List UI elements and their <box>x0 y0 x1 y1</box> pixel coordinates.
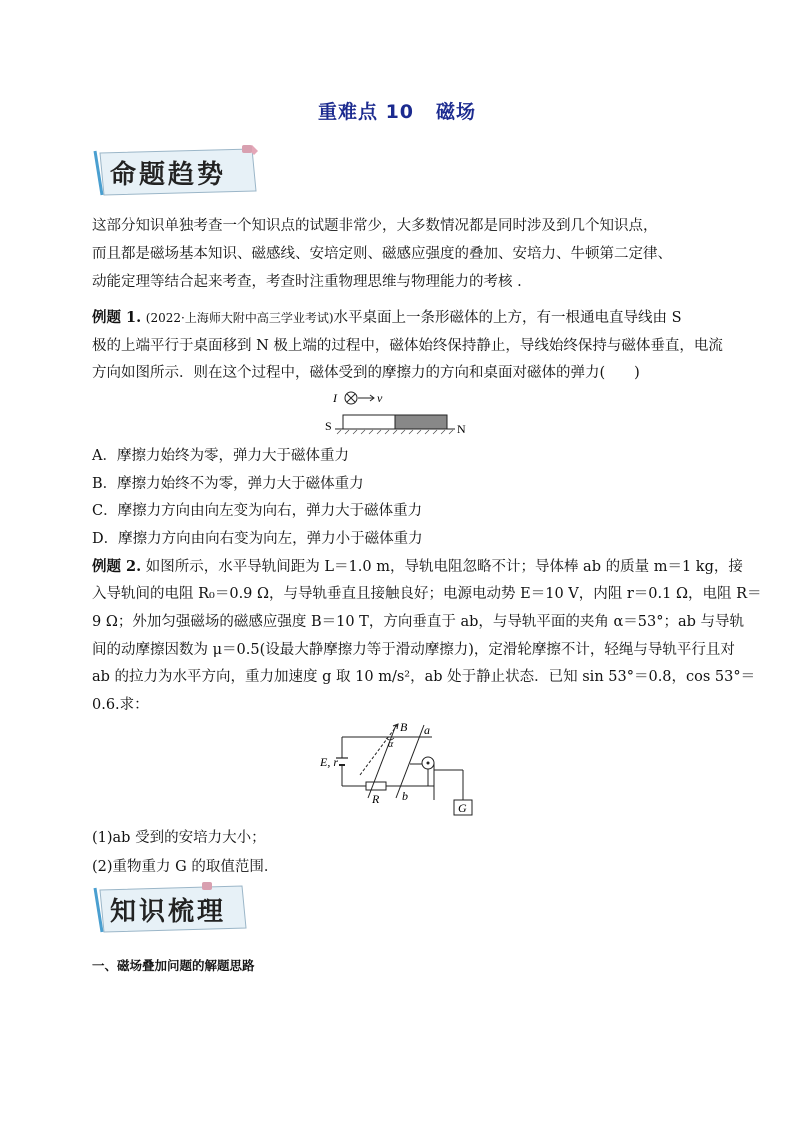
fig2-label-G: G <box>458 801 467 815</box>
conductor-ab <box>396 725 424 798</box>
fig2-label-b: b <box>402 789 408 803</box>
fig1-label-S: S <box>325 419 332 433</box>
example2-line-1 <box>92 555 743 576</box>
banner-knowledge-text: 知识梳理 <box>110 897 227 927</box>
title-part2: 磁场 <box>436 101 477 123</box>
fig1-label-I: I <box>333 391 337 405</box>
fig2-label-Er: E, r <box>320 755 338 769</box>
question-2: (2)重物重力 G 的取值范围． <box>92 859 279 875</box>
example2-line-3: 9 Ω；外加匀强磁场的磁感应强度 B＝10 T，方向垂直于 ab，与导轨平面的夹角 α＝53°；ab 与导轨 <box>92 614 745 630</box>
trend-line-2: 而且都是磁场基本知识、磁感线、安培定则、磁感应强度的叠加、安培力、牛顿第二定律、 <box>92 246 672 262</box>
option-c: C．摩擦力方向由向左变为向右，弹力大于磁体重力 <box>92 503 423 519</box>
example1-line-2: 极的上端平行于桌面移到 N 极上端的过程中，磁体始终保持静止，导线始终保持与磁体垂直，电流 <box>92 338 723 354</box>
fig2-label-R: R <box>372 792 380 806</box>
example2-line-2: 入导轨间的电阻 R₀＝0.9 Ω，与导轨垂直且接触良好；电源电动势 E＝10 V，内阻 r＝0.1 Ω，电阻 R＝ <box>92 586 762 602</box>
section-heading-1: 一、磁场叠加问题的解题思路 <box>92 958 255 973</box>
fig1-label-v: v <box>377 391 383 405</box>
example1-source: (2022·上海师大附中高三学业考试) <box>145 311 334 325</box>
fig2-label-B: B <box>400 720 408 734</box>
example1-label: 例题 1. <box>92 309 142 326</box>
example2-line-5: ab 的拉力为水平方向，重力加速度 g 取 10 m/s²，ab 处于静止状态．已知 sin 53°＝0.8，cos 53°＝ <box>92 669 756 685</box>
magnet-figure <box>325 386 475 438</box>
banner-trend-text: 命题趋势 <box>110 160 227 190</box>
fig1-label-N: N <box>457 422 466 436</box>
section-banner-knowledge <box>92 882 262 934</box>
example2-line-6: 0.6.求： <box>92 697 149 713</box>
trend-line-1: 这部分知识单独考查一个知识点的试题非常少，大多数情况都是同时涉及到几个知识点， <box>92 218 658 234</box>
option-b: B．摩擦力始终不为零，弹力大于磁体重力 <box>92 476 364 492</box>
trend-line-3: 动能定理等结合起来考查，考查时注重物理思维与物理能力的考核 . <box>92 274 522 290</box>
option-a: A．摩擦力始终为零，弹力大于磁体重力 <box>92 448 349 464</box>
example1-line-1 <box>92 306 682 327</box>
example2-line1-text: 如图所示，水平导轨间距为 L＝1.0 m，导轨电阻忽略不计；导体棒 ab 的质量 m＝1 kg，接 <box>145 559 743 575</box>
fig2-label-alpha: α <box>388 739 394 750</box>
page-title <box>0 97 794 124</box>
option-d: D．摩擦力方向由向右变为向左，弹力小于磁体重力 <box>92 531 423 547</box>
magnet-n-pole <box>395 415 447 429</box>
section-banner-trend <box>92 145 262 197</box>
title-part1: 重难点 10 <box>317 101 415 123</box>
rail-circuit-figure <box>320 718 480 820</box>
resistor-icon <box>366 782 386 790</box>
example2-line-4: 间的动摩擦因数为 μ＝0.5(设最大静摩擦力等于滑动摩擦力)，定滑轮摩擦不计，轻绳与导轨平行且对 <box>92 642 735 658</box>
question-1: (1)ab 受到的安培力大小； <box>92 830 266 846</box>
example1-line1-rest: 水平桌面上一条形磁体的上方，有一根通电直导线由 S <box>333 310 682 326</box>
example2-label: 例题 2. <box>92 558 142 575</box>
example1-line-3: 方向如图所示．则在这个过程中，磁体受到的摩擦力的方向和桌面对磁体的弹力( ) <box>92 365 640 381</box>
fig2-label-a: a <box>424 723 430 737</box>
magnet-s-pole <box>343 415 395 429</box>
